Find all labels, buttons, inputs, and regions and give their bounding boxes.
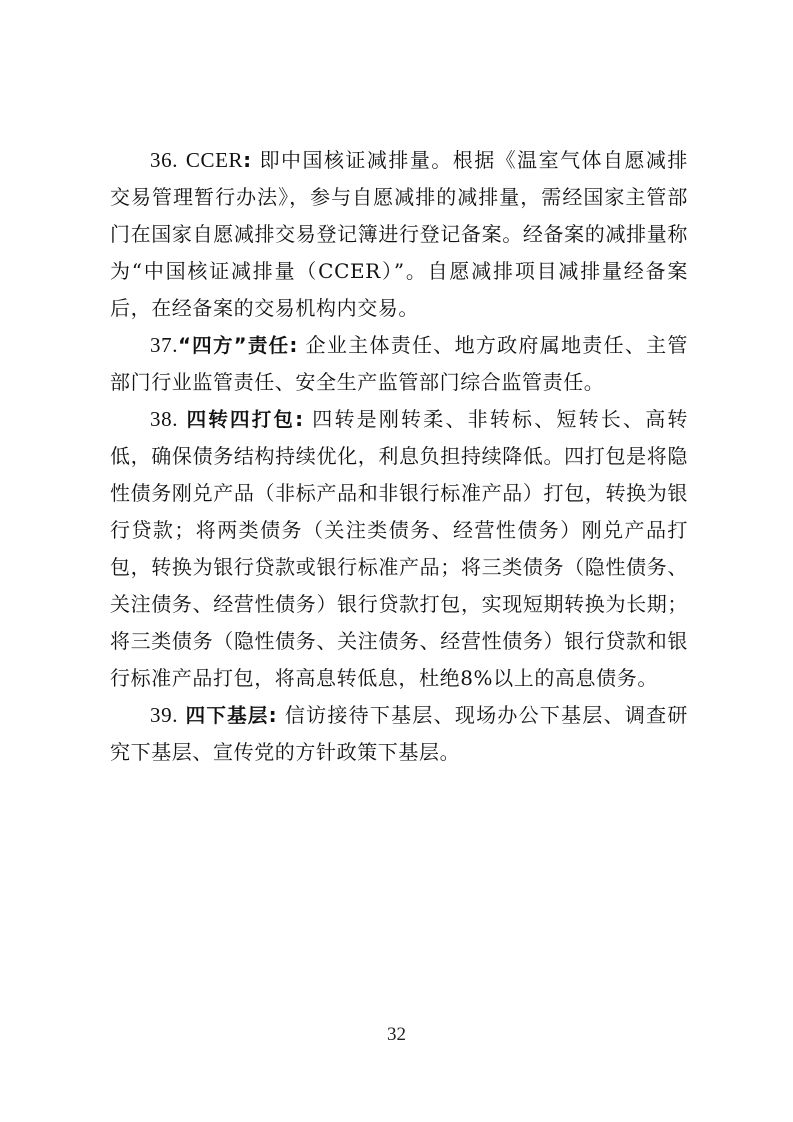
- entry-number: 36.: [150, 148, 179, 172]
- entry-colon: :: [295, 407, 304, 431]
- entry-definition: 四转是刚转柔、非转标、短转长、高转低，确保债务结构持续优化，利息负担持续降低。四打包是将隐性债务刚兑产品（非标产品和非银行标准产品）打包，转换为银行贷款；将两类债务（关注类债务、经营性债务）刚兑产品打包，转换为银行贷款或银行标准产品；将三类债务（隐性债务、关注债务、经营性债务）银行贷款打包，实现短期转换为长期；将三类债务（隐性债务、关注债务、经营性债务）银行贷款和银行标准产品打包，将高息转低息，杜绝8%以上的高息债务。: [110, 407, 688, 690]
- entry-term: CCER: [185, 148, 244, 172]
- entry-term: “四方”责任: [178, 334, 290, 357]
- document-body: [110, 142, 688, 771]
- entry-number: 39.: [150, 703, 179, 727]
- glossary-entry-39: [110, 697, 688, 771]
- entry-number: 37.: [150, 333, 179, 357]
- entry-definition: 即中国核证减排量。根据《温室气体自愿减排交易管理暂行办法》，参与自愿减排的减排量，需经国家主管部门在国家自愿减排交易登记簿进行登记备案。经备案的减排量称为“中国核证减排量（CCER）”。自愿减排项目减排量经备案后，在经备案的交易机构内交易。: [110, 148, 688, 320]
- entry-definition: 信访接待下基层、现场办公下基层、调查研究下基层、宣传党的方针政策下基层。: [110, 703, 688, 764]
- glossary-entry-38: [110, 401, 688, 697]
- glossary-entry-37: [110, 327, 688, 401]
- entry-definition: 企业主体责任、地方政府属地责任、主管部门行业监管责任、安全生产监管部门综合监管责任。: [110, 333, 688, 394]
- entry-term: 四转四打包: [186, 408, 296, 431]
- glossary-entry-36: [110, 142, 688, 327]
- entry-colon: :: [289, 333, 298, 357]
- page-number: 32: [387, 1024, 406, 1045]
- entry-term: 四下基层: [185, 704, 269, 727]
- entry-colon: :: [243, 148, 252, 172]
- entry-number: 38.: [150, 407, 179, 431]
- entry-colon: :: [268, 703, 278, 727]
